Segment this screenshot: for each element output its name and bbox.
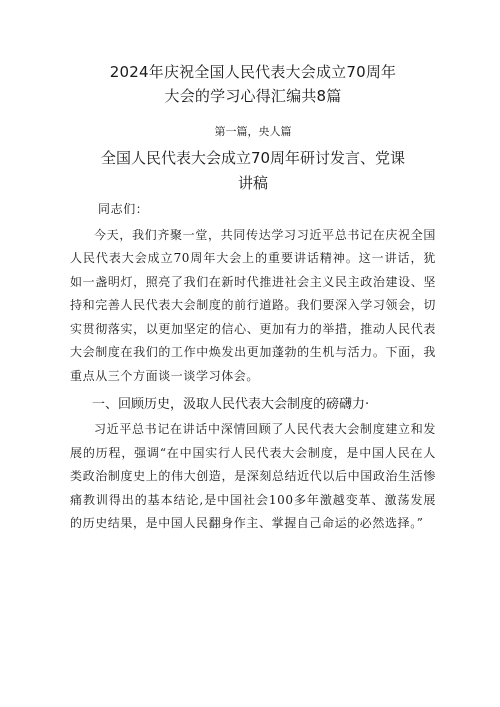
document-title	[70, 60, 436, 108]
paragraph-history: 习近平总书记在讲话中深情回顾了人民代表大会制度建立和发展的历程，强调“在中国实行人民代表大会制度，是中国人民在人类政治制度史上的伟大创造，是深刻总结近代以后中国政治生活惨痛教训得出的基本结论,是中国社会100多年激越变革、激荡发展的历史结果，是中国人民翻身作主、掌握自己命运的必然选择。”	[70, 422, 436, 530]
article-title-line-2: 讲稿	[237, 174, 268, 192]
chapter-label: 第一篇，央人篇	[214, 125, 292, 138]
article-title-line-1: 全国人民代表大会成立70周年研讨发言、党课	[100, 149, 406, 167]
article-title	[70, 146, 436, 196]
section-heading-1: 一、回顾历史，汲取人民代表大会制度的磅礴力·	[92, 397, 370, 412]
document-title-line-1: 2024年庆祝全国人民代表大会成立70周年	[109, 63, 397, 81]
salutation: 同志们：	[98, 202, 149, 216]
document-title-line-2: 大会的学习心得汇编共8篇	[164, 87, 342, 105]
paragraph-intro: 今天，我们齐聚一堂，共同传达学习习近平总书记在庆祝全国人民代表大会成立70周年大会上的重要讲话精神。这一讲话，犹如一盏明灯，照亮了我们在新时代推进社会主义民主政治建设、坚持和完善人民代表大会制度的前行道路。我们要深入学习领会，切实贯彻落实，以更加坚定的信心、更加有力的举措，推动人民代表大会制度在我们的工作中焕发出更加蓬勃的生机与活力。下面，我重点从三个方面谈一谈学习体会。	[70, 227, 436, 383]
